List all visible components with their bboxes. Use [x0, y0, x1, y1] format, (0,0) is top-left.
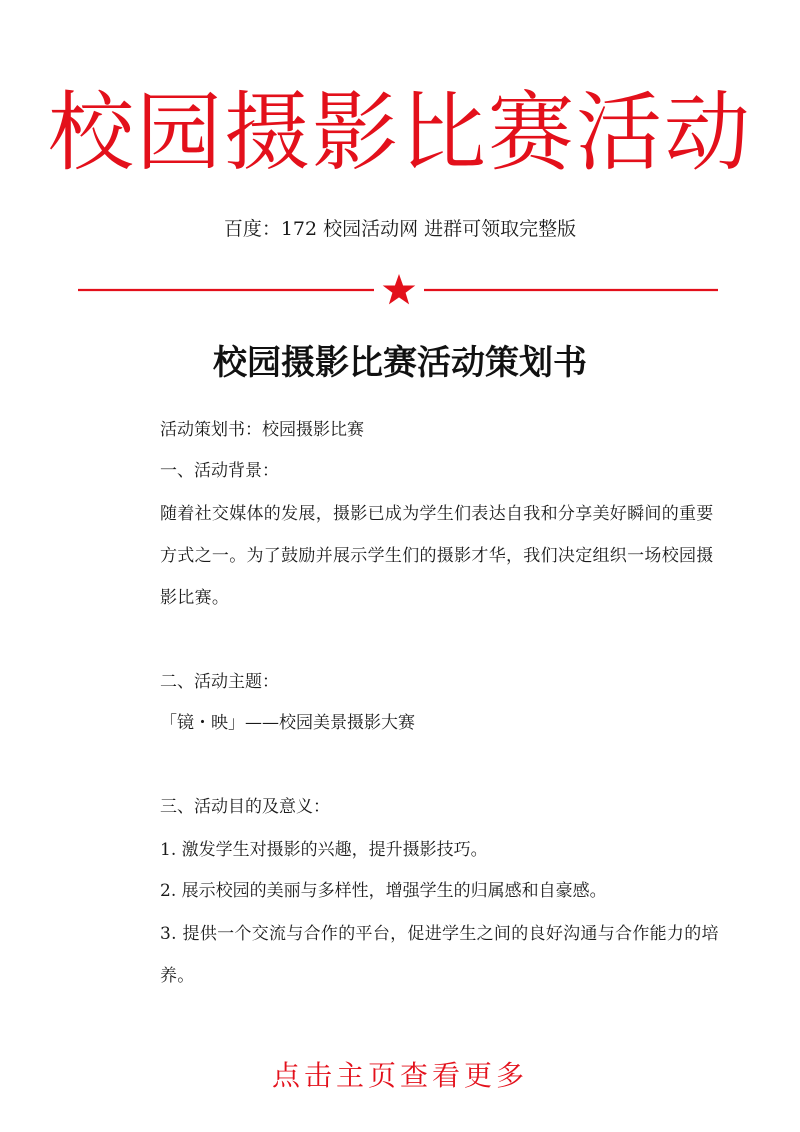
document-heading: 校园摄影比赛活动策划书 [213, 343, 587, 383]
purpose-item-2: 2. 展示校园的美丽与多样性，增强学生的归属感和自豪感。 [160, 881, 607, 901]
section-theme-title: 二、活动主题： [160, 672, 279, 692]
section-background-title: 一、活动背景： [160, 461, 279, 481]
background-line-3: 影比赛。 [160, 588, 230, 608]
view-more-link[interactable]: 点击主页查看更多 [271, 1059, 528, 1092]
document-body [160, 0, 770, 1132]
background-line-2: 方式之一。为了鼓励并展示学生们的摄影才华，我们决定组织一场校园摄 [160, 546, 714, 566]
intro-line: 活动策划书：校园摄影比赛 [160, 420, 364, 440]
purpose-item-3-line-1: 3. 提供一个交流与合作的平台，促进学生之间的良好沟通与合作能力的培 [160, 924, 719, 944]
banner-title: 校园摄影比赛活动 [48, 83, 752, 183]
theme-content: 「镜・映」——校园美景摄影大赛 [160, 713, 415, 733]
background-line-1: 随着社交媒体的发展，摄影已成为学生们表达自我和分享美好瞬间的重要 [160, 504, 714, 524]
subtitle: 百度：172 校园活动网 进群可领取完整版 [223, 218, 577, 240]
purpose-item-1: 1. 激发学生对摄影的兴趣，提升摄影技巧。 [160, 840, 488, 860]
purpose-item-3-line-2: 养。 [160, 966, 195, 986]
section-purpose-title: 三、活动目的及意义： [160, 797, 330, 817]
